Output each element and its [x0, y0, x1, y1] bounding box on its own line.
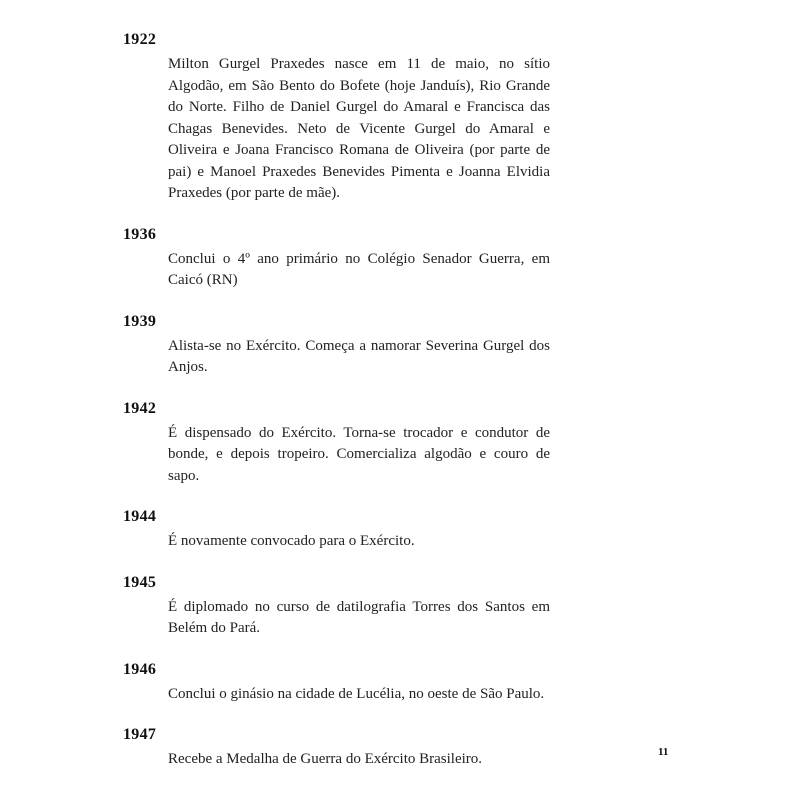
entry-year: 1944 — [123, 508, 157, 525]
entry-text: Conclui o 4º ano primário no Colégio Senador Guerra, em Caicó (RN) — [168, 250, 550, 288]
entry-text: Alista-se no Exército. Começa a namorar Severina Gurgel dos Anjos. — [168, 337, 550, 375]
timeline-entry — [123, 30, 553, 205]
timeline-entry — [123, 225, 553, 292]
entry-year: 1947 — [123, 726, 157, 743]
timeline-entry — [123, 399, 553, 488]
page-number: 11 — [658, 746, 669, 758]
entry-text: Conclui o ginásio na cidade de Lucélia, no oeste de São Paulo. — [168, 685, 545, 702]
timeline-content — [123, 30, 553, 791]
timeline-entry — [123, 573, 553, 640]
entry-year: 1922 — [123, 31, 157, 48]
entry-year: 1936 — [123, 225, 157, 243]
timeline-entry — [123, 660, 553, 706]
entry-text: Recebe a Medalha de Guerra do Exército Brasileiro. — [168, 751, 483, 767]
timeline-entry — [123, 725, 553, 771]
entry-text: É diplomado no curso de datilografia Torres dos Santos em Belém do Pará. — [168, 598, 550, 636]
timeline-entry — [123, 507, 553, 553]
timeline-entry — [123, 312, 553, 379]
entry-text: É novamente convocado para o Exército. — [168, 533, 415, 549]
entry-year: 1942 — [123, 399, 157, 417]
entry-text: É dispensado do Exército. Torna-se trocador e condutor de bonde, e depois tropeiro. Comercializa algodão e couro de sapo. — [168, 424, 550, 484]
entry-year: 1939 — [123, 312, 157, 330]
entry-year: 1946 — [123, 660, 157, 678]
entry-year: 1945 — [123, 573, 157, 591]
entry-text: Milton Gurgel Praxedes nasce em 11 de maio, no sítio Algodão, em São Bento do Bofete (hoje Janduís), Rio Grande do Norte. Filho de Daniel Gurgel do Amaral e Francisca das Chagas Benevides. Neto de Vicente Gurgel do Amaral e Oliveira e Joana Francisco Romana de Oliveira (por parte de pai) e Manoel Praxedes Benevides Pimenta e Joanna Elvidia Praxedes (por parte de mãe). — [168, 56, 550, 201]
